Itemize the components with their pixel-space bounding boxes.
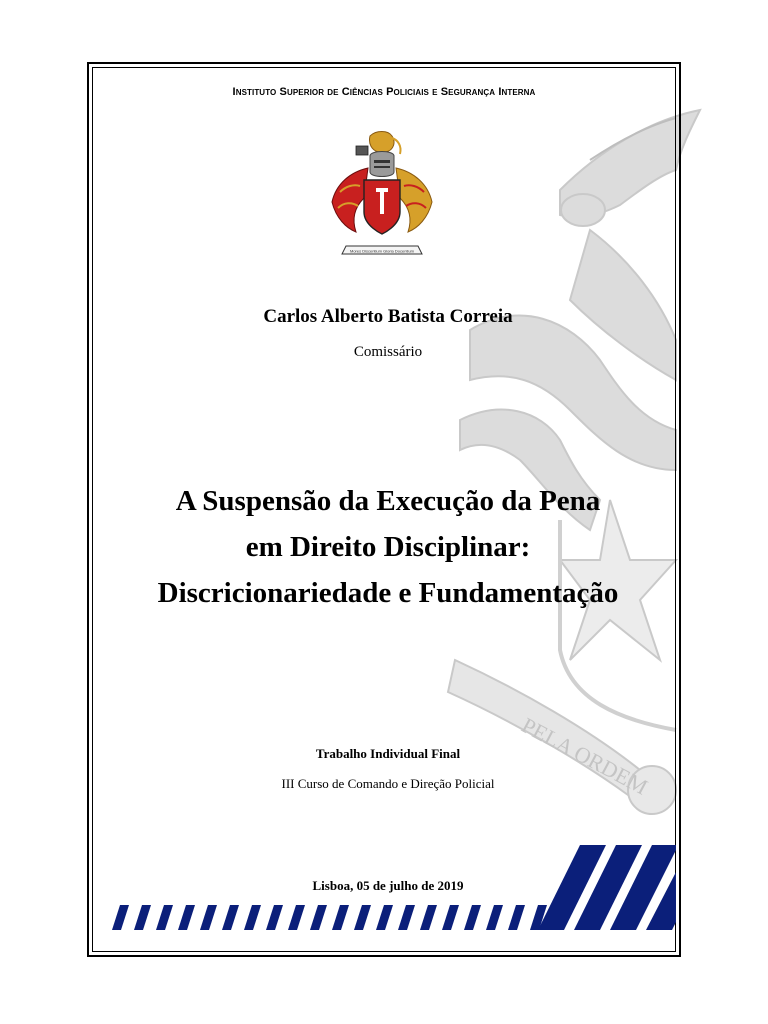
place-date: Lisboa, 05 de julho de 2019 bbox=[312, 878, 464, 893]
institute-header: Instituto Superior de Ciências Policiais e Segurança Interna bbox=[232, 86, 536, 98]
thesis-title bbox=[100, 478, 676, 616]
crest-motto: Mores Discentium Gloria Docentium bbox=[349, 248, 415, 254]
thesis-title-line-3: Discricionariedade e Fundamentação bbox=[157, 577, 619, 609]
watermark-motto: PELA ORDEM bbox=[517, 712, 652, 800]
course-name: III Curso de Comando e Direção Policial bbox=[281, 776, 495, 791]
author-name: Carlos Alberto Batista Correia bbox=[263, 306, 513, 327]
thesis-title-line-2: em Direito Disciplinar: bbox=[245, 531, 531, 563]
author-rank: Comissário bbox=[353, 344, 423, 360]
thesis-title-line-1: A Suspensão da Execução da Pena bbox=[175, 485, 601, 517]
work-type: Trabalho Individual Final bbox=[315, 746, 461, 761]
institute-crest-logo bbox=[326, 128, 438, 264]
